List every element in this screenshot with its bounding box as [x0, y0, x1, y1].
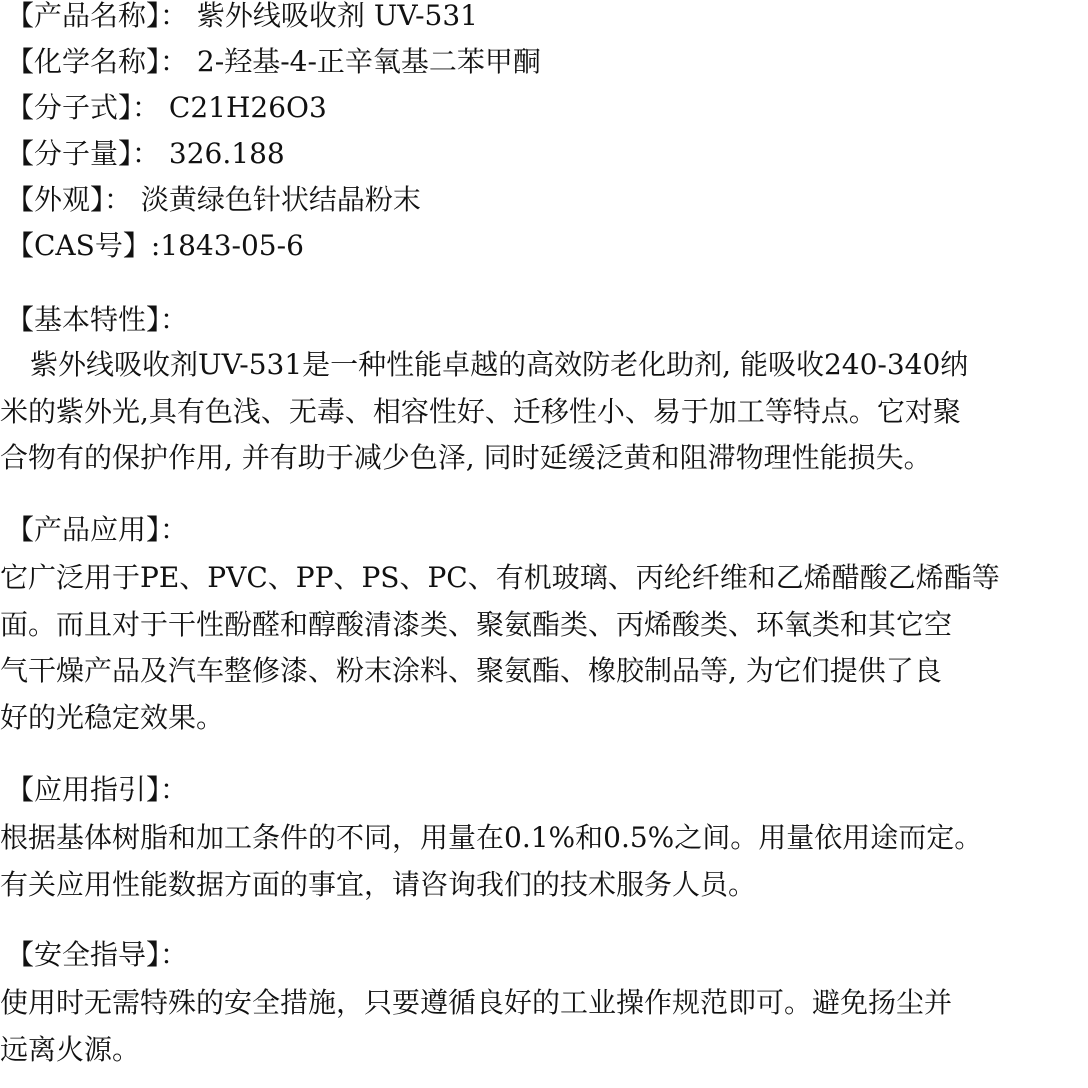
paragraph-line: 米的紫外光,具有色浅、无毒、相容性好、迁移性小、易于加工等特点。它对聚: [0, 394, 961, 428]
info-row-chemical-name: [6, 42, 541, 82]
info-label: 【化学名称】: [6, 45, 161, 78]
info-label: 【分子式】: [6, 91, 133, 124]
info-row-molecular-weight: [6, 134, 285, 174]
section-heading-guide: 【应用指引】：: [6, 773, 189, 806]
info-value: 紫外线吸收剂 UV-531: [196, 0, 478, 32]
info-separator: ：: [132, 137, 169, 170]
paragraph-line: 紫外线吸收剂UV-531是一种性能卓越的高效防老化助剂, 能吸收240-340纳: [30, 348, 969, 381]
paragraph-line: 面。而且对于干性酚醛和醇酸清漆类、聚氨酯类、丙烯酸类、环氧类和其它空: [0, 607, 953, 641]
section-heading-application: 【产品应用】：: [6, 513, 189, 546]
section-heading-safety: 【安全指导】：: [6, 938, 189, 971]
info-label: 【外观】: [6, 183, 105, 216]
paragraph-line: 根据基体树脂和加工条件的不同，用量在0.1%和0.5%之间。用量依用途而定。: [0, 821, 983, 854]
info-value: C21H26O3: [168, 91, 327, 124]
paragraph-line: 它广泛用于PE、PVC、PP、PS、PC、有机玻璃、丙纶纤维和乙烯醋酸乙烯酯等: [0, 561, 1000, 594]
info-row-cas: [6, 226, 304, 266]
info-separator: :: [150, 229, 161, 262]
info-value: 2-羟基-4-正辛氧基二苯甲酮: [196, 45, 541, 78]
paragraph-line: 有关应用性能数据方面的事宜，请咨询我们的技术服务人员。: [0, 867, 757, 901]
info-separator: ：: [160, 45, 197, 78]
section-heading-basic: 【基本特性】：: [6, 303, 189, 336]
info-value: 淡黄绿色针状结晶粉末: [140, 183, 421, 216]
info-separator: ：: [132, 91, 169, 124]
section-body-application: [0, 555, 1088, 741]
info-value: 1843-05-6: [160, 229, 304, 262]
info-row-product-name: [6, 0, 478, 36]
section-body-safety: [0, 980, 1088, 1073]
section-body-guide: [0, 815, 1088, 908]
info-row-appearance: [6, 180, 421, 220]
info-separator: ：: [160, 0, 197, 32]
info-label: 【产品名称】: [6, 0, 161, 32]
paragraph-line: 合物有的保护作用, 并有助于减少色泽, 同时延缓泛黄和阻滞物理性能损失。: [0, 441, 932, 474]
paragraph-line: 气干燥产品及汽车整修漆、粉末涂料、聚氨酯、橡胶制品等, 为它们提供了良: [0, 654, 942, 687]
info-separator: ：: [104, 183, 141, 216]
section-body-basic: [0, 342, 1088, 482]
paragraph-line: 使用时无需特殊的安全措施，只要遵循良好的工业操作规范即可。避免扬尘并: [0, 986, 953, 1019]
paragraph-line: 远离火源。: [0, 1032, 141, 1066]
info-label: 【分子量】: [6, 137, 133, 170]
info-value: 326.188: [168, 137, 285, 170]
info-row-molecular-formula: [6, 88, 327, 128]
paragraph-line: 好的光稳定效果。: [0, 700, 225, 734]
info-label: 【CAS号】: [6, 229, 151, 262]
